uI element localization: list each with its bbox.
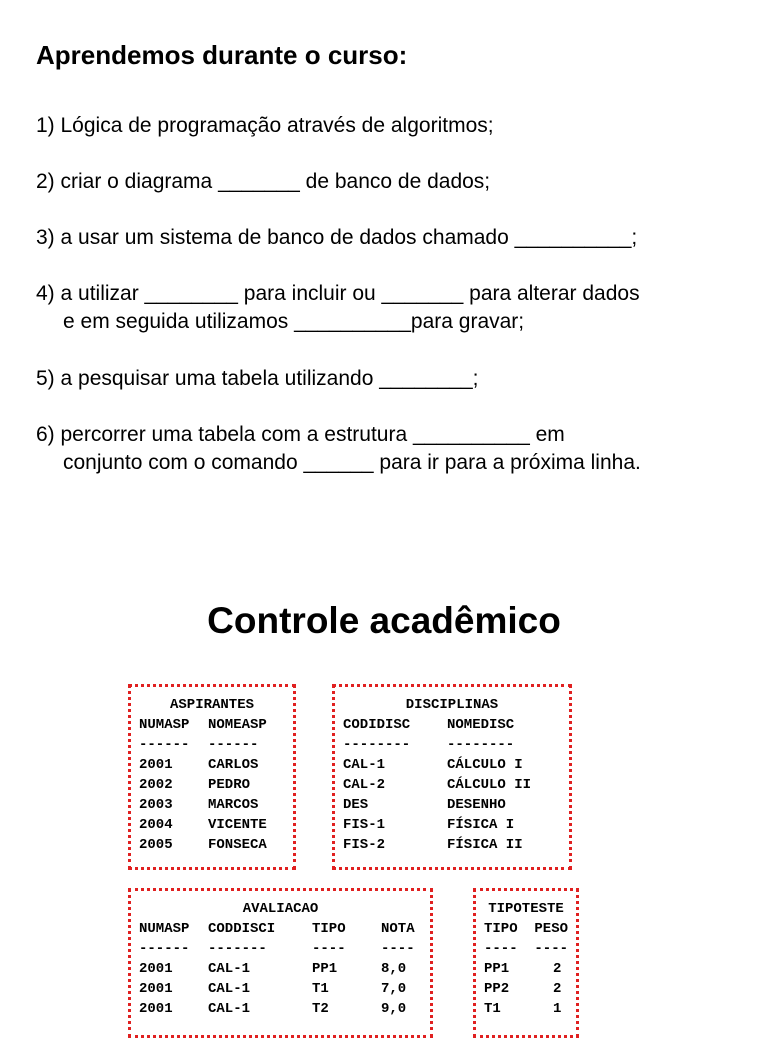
list-item — [36, 224, 637, 252]
list-item-line: conjunto com o comando ______ para ir para a próxima linha. — [63, 451, 641, 474]
separator-cell: ---- — [484, 941, 518, 957]
table-cell: CAL-1 — [208, 961, 251, 977]
table-cell: T2 — [312, 1001, 329, 1017]
list-item — [36, 280, 640, 336]
table-row — [139, 775, 285, 795]
table-cell: PEDRO — [208, 777, 251, 793]
table-title: DISCIPLINAS — [405, 697, 499, 713]
table-cell: CÁLCULO II — [447, 777, 532, 793]
table-cell: FÍSICA I — [447, 817, 515, 833]
table-cell: DES — [343, 797, 369, 813]
list-item-line: 2) criar o diagrama _______ de banco de dados; — [36, 170, 491, 193]
header-cell: TIPO — [312, 921, 346, 937]
separator-cell: ---- — [534, 941, 568, 957]
table-cell: PP1 — [484, 961, 510, 977]
table-cell: 9,0 — [381, 1001, 407, 1017]
table-cell: 2003 — [139, 797, 173, 813]
header-cell: NUMASP — [139, 717, 190, 733]
table-avaliacao — [128, 888, 433, 1038]
table-disciplinas — [332, 684, 572, 870]
table-row — [484, 979, 568, 999]
section-title: Controle acadêmico — [207, 600, 561, 641]
list-item-line: e em seguida utilizamos __________para gravar; — [63, 310, 525, 333]
table-cell: 2001 — [139, 961, 173, 977]
table-cell: 2001 — [139, 757, 173, 773]
table-title: ASPIRANTES — [169, 697, 254, 713]
table-separator-row — [139, 939, 422, 959]
table-cell: 7,0 — [381, 981, 407, 997]
header-cell: NOMEDISC — [447, 717, 515, 733]
list-item — [36, 365, 478, 393]
table-cell: FÍSICA II — [447, 837, 523, 853]
table-cell: CAL-1 — [208, 1001, 251, 1017]
table-cell: CAL-1 — [208, 981, 251, 997]
header-cell: NOMEASP — [208, 717, 267, 733]
table-aspirantes — [128, 684, 296, 870]
table-cell: FIS-1 — [343, 817, 386, 833]
header-cell: NUMASP — [139, 921, 190, 937]
table-title: TIPOTESTE — [488, 901, 564, 917]
table-row — [139, 835, 285, 855]
table-cell: 2002 — [139, 777, 173, 793]
list-item — [36, 112, 494, 140]
table-row — [343, 775, 561, 795]
table-separator-row — [343, 735, 561, 755]
separator-cell: ---- — [312, 941, 346, 957]
list-item-line: 5) a pesquisar uma tabela utilizando ________; — [36, 367, 479, 390]
table-row — [139, 959, 422, 979]
table-cell: CÁLCULO I — [447, 757, 523, 773]
table-cell: 2001 — [139, 1001, 173, 1017]
table-row — [343, 795, 561, 815]
table-cell: T1 — [484, 1001, 501, 1017]
separator-cell: -------- — [447, 737, 515, 753]
list-item-line: 4) a utilizar ________ para incluir ou _______ para alterar dados — [36, 282, 640, 305]
header-cell: TIPO — [484, 921, 518, 937]
header-cell: NOTA — [381, 921, 415, 937]
separator-cell: ------ — [208, 737, 259, 753]
table-row — [139, 979, 422, 999]
separator-cell: ------ — [139, 737, 190, 753]
list-item-line: 6) percorrer uma tabela com a estrutura __________ em — [36, 423, 565, 446]
list-item-line: 1) Lógica de programação através de algoritmos; — [36, 114, 494, 137]
table-header-row — [139, 919, 422, 939]
table-cell: CAL-1 — [343, 757, 386, 773]
table-separator-row — [484, 939, 568, 959]
table-row — [139, 755, 285, 775]
header-cell: CODDISCI — [208, 921, 276, 937]
table-row — [484, 999, 568, 1019]
table-row — [139, 795, 285, 815]
table-cell: 2 — [553, 961, 562, 977]
separator-cell: -------- — [343, 737, 411, 753]
table-cell: 2005 — [139, 837, 173, 853]
list-item — [36, 168, 490, 196]
table-header-row — [484, 919, 568, 939]
table-cell: 2004 — [139, 817, 173, 833]
page-heading: Aprendemos durante o curso: — [36, 40, 408, 70]
table-cell: PP1 — [312, 961, 338, 977]
table-separator-row — [139, 735, 285, 755]
table-row — [343, 815, 561, 835]
table-cell: 8,0 — [381, 961, 407, 977]
table-tipoteste — [473, 888, 579, 1038]
table-cell: CAL-2 — [343, 777, 386, 793]
table-cell: MARCOS — [208, 797, 259, 813]
table-header-row — [139, 715, 285, 735]
separator-cell: ------- — [208, 941, 267, 957]
separator-cell: ------ — [139, 941, 190, 957]
separator-cell: ---- — [381, 941, 415, 957]
header-cell: PESO — [534, 921, 568, 937]
table-row — [484, 959, 568, 979]
table-cell: CARLOS — [208, 757, 259, 773]
table-cell: PP2 — [484, 981, 510, 997]
table-cell: DESENHO — [447, 797, 506, 813]
table-cell: FIS-2 — [343, 837, 386, 853]
table-cell: 2001 — [139, 981, 173, 997]
table-row — [139, 815, 285, 835]
header-cell: CODIDISC — [343, 717, 411, 733]
table-cell: VICENTE — [208, 817, 267, 833]
table-cell: T1 — [312, 981, 329, 997]
table-cell: FONSECA — [208, 837, 267, 853]
table-row — [343, 755, 561, 775]
table-row — [343, 835, 561, 855]
table-title: AVALIACAO — [242, 901, 319, 917]
list-item — [36, 421, 641, 477]
table-cell: 1 — [553, 1001, 562, 1017]
table-header-row — [343, 715, 561, 735]
table-row — [139, 999, 422, 1019]
table-cell: 2 — [553, 981, 562, 997]
list-item-line: 3) a usar um sistema de banco de dados chamado __________; — [36, 226, 638, 249]
